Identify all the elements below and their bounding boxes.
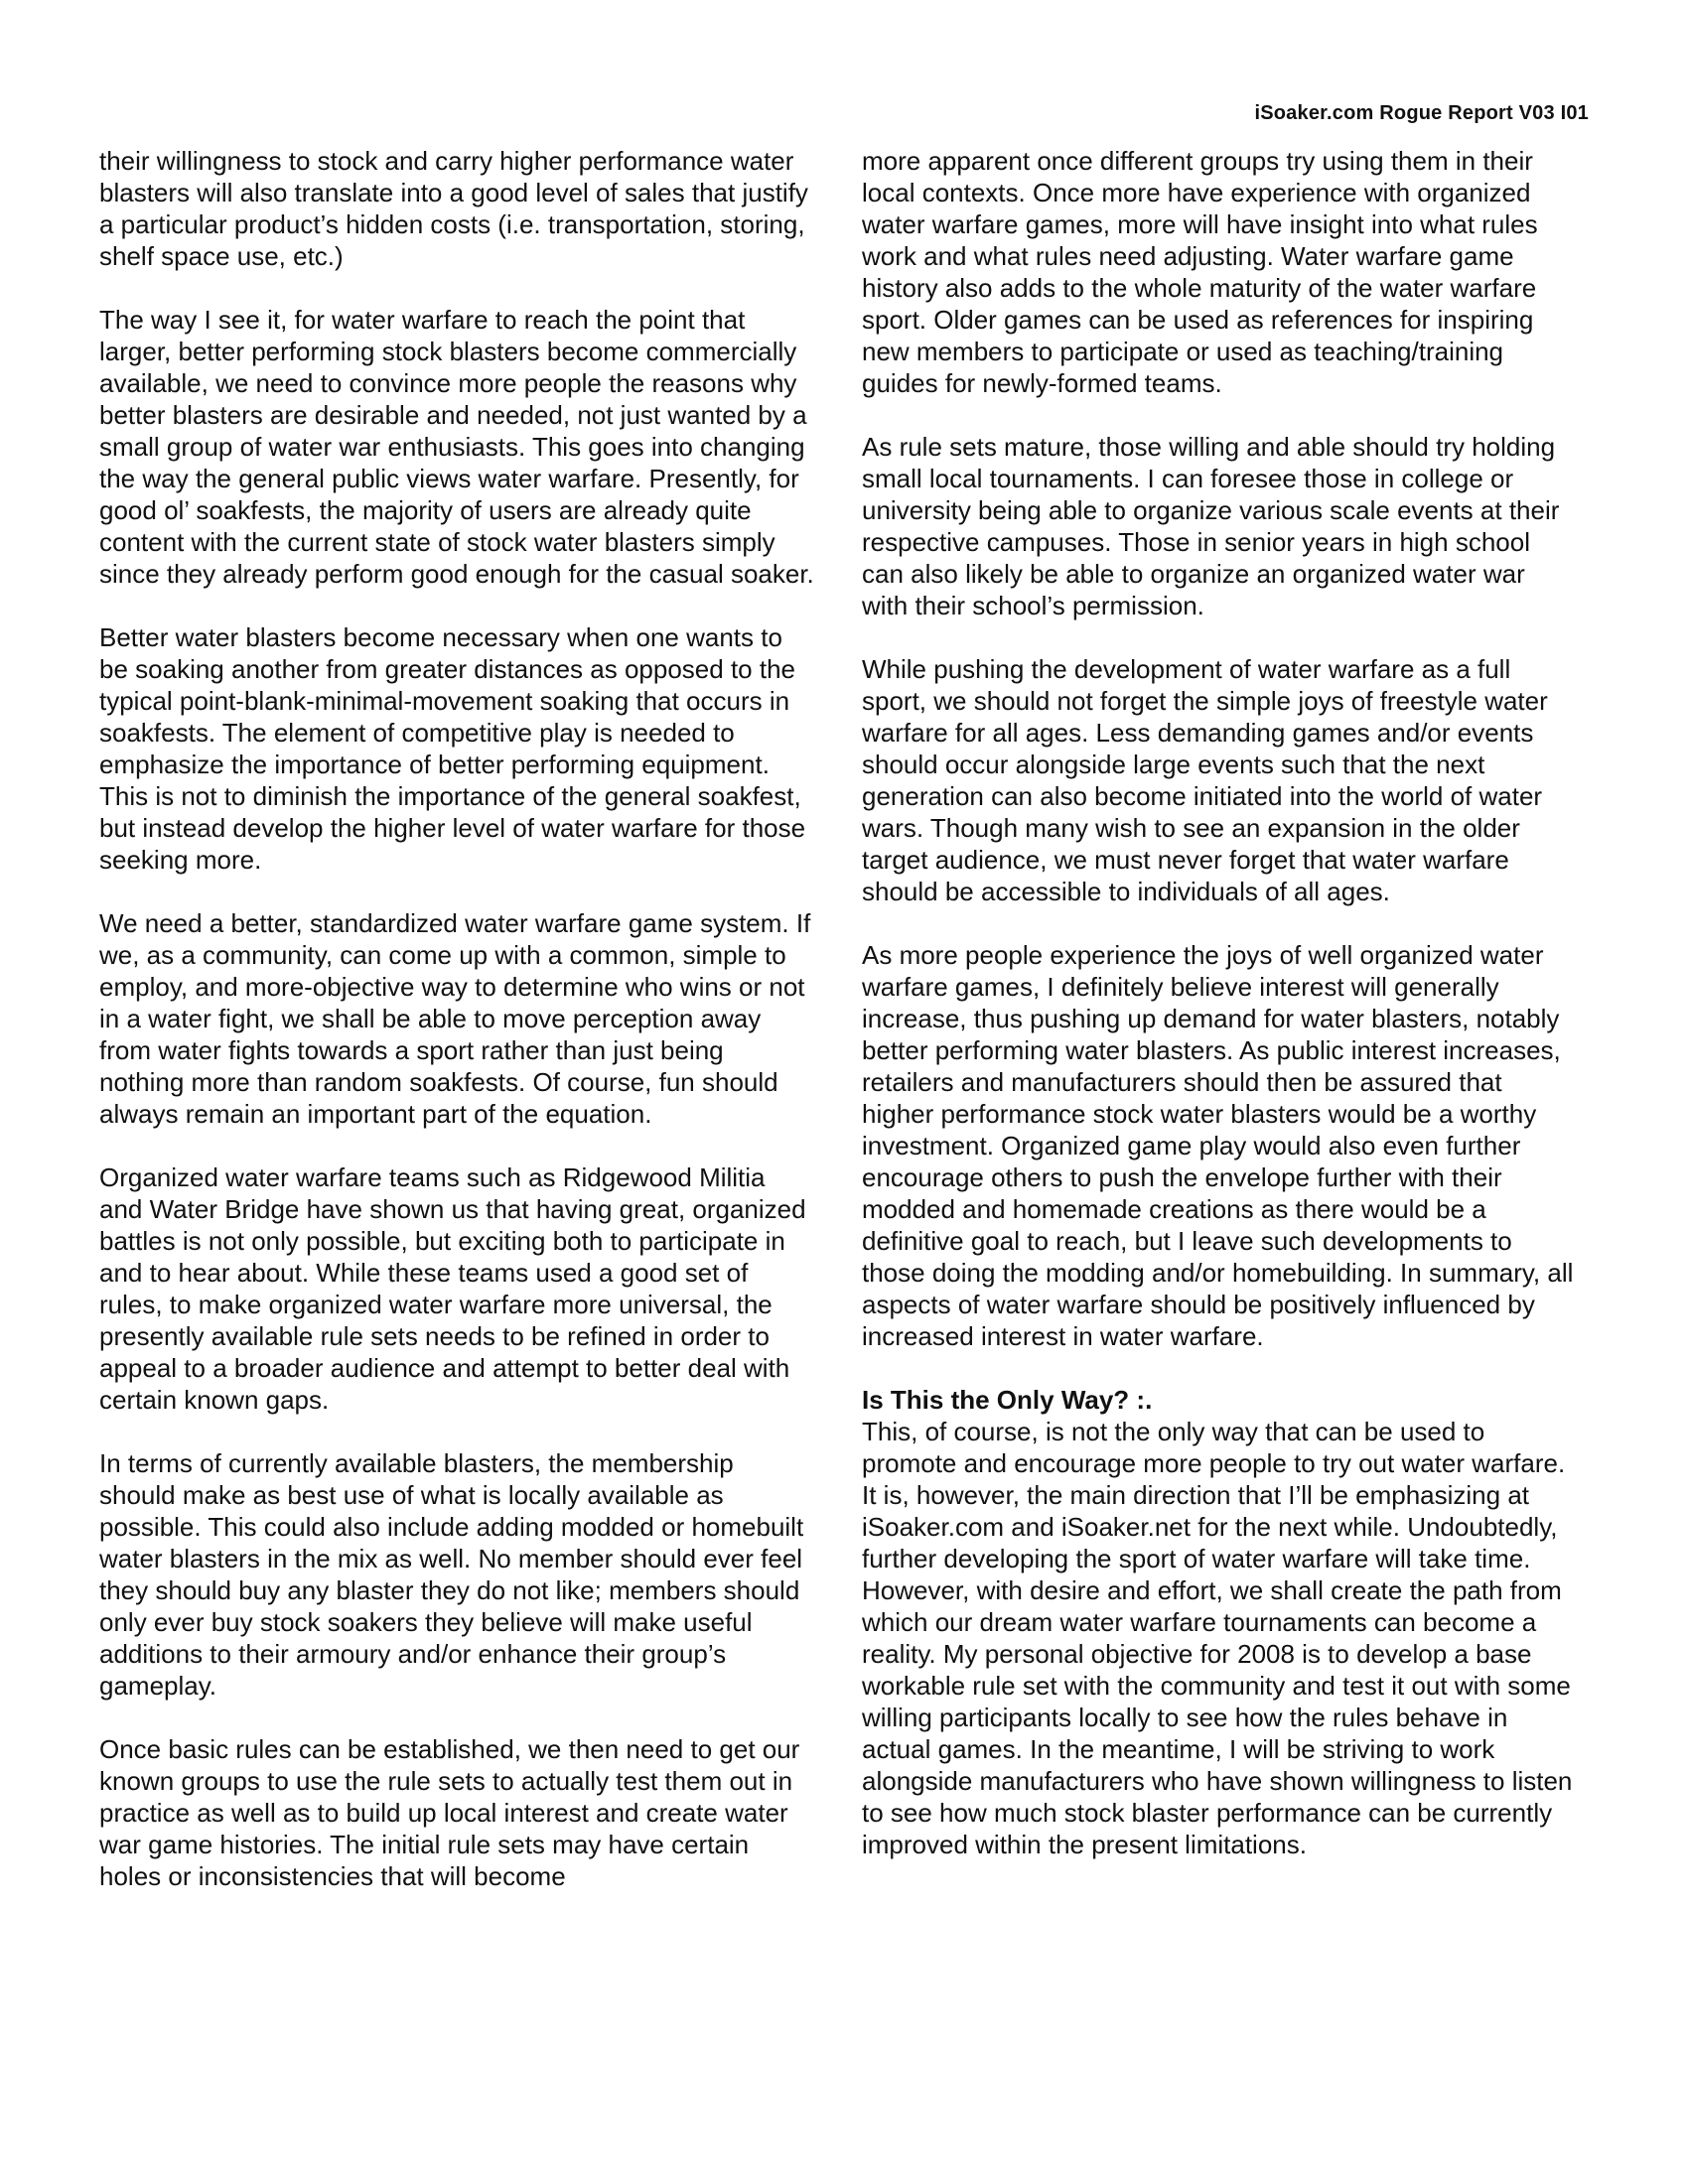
paragraph: Once basic rules can be established, we then need to get our known groups to use the rule sets to actually test them out in practice as well as to build up local interest and create water war game histories. The initial rule sets may have certain holes or inconsistencies that will become bbox=[99, 1734, 800, 1891]
paragraph: In terms of currently available blasters, the membership should make as best use of what is locally available as possible. This could also include adding modded or homebuilt water blasters in the mix as well. No member should ever feel they should buy any blaster they do not like; members should only ever buy stock soakers they believe will make useful additions to their armoury and/or enhance their group’s gameplay. bbox=[99, 1448, 804, 1701]
paragraph: The way I see it, for water warfare to reach the point that larger, better performing stock blasters become commercially available, we need to convince more people the reasons why better blasters are desirable and needed, not just wanted by a small group of water war enthusiasts. This goes into changing the way the general public views water warfare. Presently, for good ol’ soakfests, the majority of users are already quite content with the current state of stock water blasters simply since they already perform good enough for the casual soaker. bbox=[99, 305, 814, 589]
paragraph: Better water blasters become necessary when one wants to be soaking another from greater distances as opposed to the typical point-blank-minimal-movement soaking that occurs in soakfests. The element of competitive play is needed to emphasize the importance of better performing equipment. This is not to diminish the importance of the general soakfest, but instead develop the higher level of water warfare for those seeking more. bbox=[99, 622, 806, 875]
paragraph: As rule sets mature, those willing and able should try holding small local tournaments. I can foresee those in college or university being able to organize various scale events at their respective campuses. Those in senior years in high school can also likely be able to organize an organized water war with their school’s permission. bbox=[862, 432, 1560, 620]
paragraph: As more people experience the joys of well organized water warfare games, I definitely believe interest will generally increase, thus pushing up demand for water blasters, notably better performing water blasters. As public interest increases, retailers and manufacturers should then be assured that higher performance stock water blasters would be a worthy investment. Organized game play would also even further encourage others to push the envelope further with their modded and homemade creations as there would be a definitive goal to reach, but I leave such developments to those doing the modding and/or homebuilding. In summary, all aspects of water warfare should be positively influenced by increased interest in water warfare. bbox=[862, 940, 1574, 1351]
paragraph: Organized water warfare teams such as Ridgewood Militia and Water Bridge have shown us that having great, organized battles is not only possible, but exciting both to participate in and to hear about. While these teams used a good set of rules, to make organized water warfare more universal, the presently available rule sets needs to be refined in order to appeal to a broader audience and attempt to better deal with certain known gaps. bbox=[99, 1162, 806, 1415]
paragraph: We need a better, standardized water warfare game system. If we, as a community, can come up with a common, simple to employ, and more-objective way to determine who wins or not in a water fight, we shall be able to move perception away from water fights towards a sport rather than just being nothing more than random soakfests. Of course, fun should always remain an important part of the equation. bbox=[99, 908, 811, 1129]
paragraph: more apparent once different groups try using them in their local contexts. Once more have experience with organized water warfare games, more will have insight into what rules work and what rules need adjusting. Water warfare game history also adds to the whole maturity of the water warfare sport. Older games can be used as references for inspiring new members to participate or used as teaching/training guides for newly-formed teams. bbox=[862, 146, 1538, 398]
left-column bbox=[99, 145, 814, 1892]
paragraph: their willingness to stock and carry higher performance water blasters will also translate into a good level of sales that justify a particular product’s hidden costs (i.e. transportation, storing, shelf space use, etc.) bbox=[99, 146, 808, 271]
section-only-way bbox=[862, 1384, 1577, 1860]
running-header: iSoaker.com Rogue Report V03 I01 bbox=[1254, 102, 1589, 124]
paragraph: While pushing the development of water warfare as a full sport, we should not forget the simple joys of freestyle water warfare for all ages. Less demanding games and/or events should occur alongside large events such that the next generation can also become initiated into the world of water wars. Though many wish to see an expansion in the older target audience, we must never forget that water warfare should be accessible to individuals of all ages. bbox=[862, 654, 1548, 906]
right-column bbox=[862, 145, 1577, 1860]
section-body: This, of course, is not the only way that can be used to promote and encourage more people to try out water warfare. It is, however, the main direction that I’ll be emphasizing at iSoaker.com and iSoaker.net for the next while. Undoubtedly, further developing the sport of water warfare will take time. However, with desire and effort, we shall create the path from which our dream water warfare tournaments can become a reality. My personal objective for 2008 is to develop a base workable rule set with the community and test it out with some willing participants locally to see how the rules behave in actual games. In the meantime, I will be striving to work alongside manufacturers who have shown willingness to listen to see how much stock blaster performance can be currently improved within the present limitations. bbox=[862, 1417, 1573, 1859]
section-heading: Is This the Only Way? :. bbox=[862, 1385, 1153, 1415]
